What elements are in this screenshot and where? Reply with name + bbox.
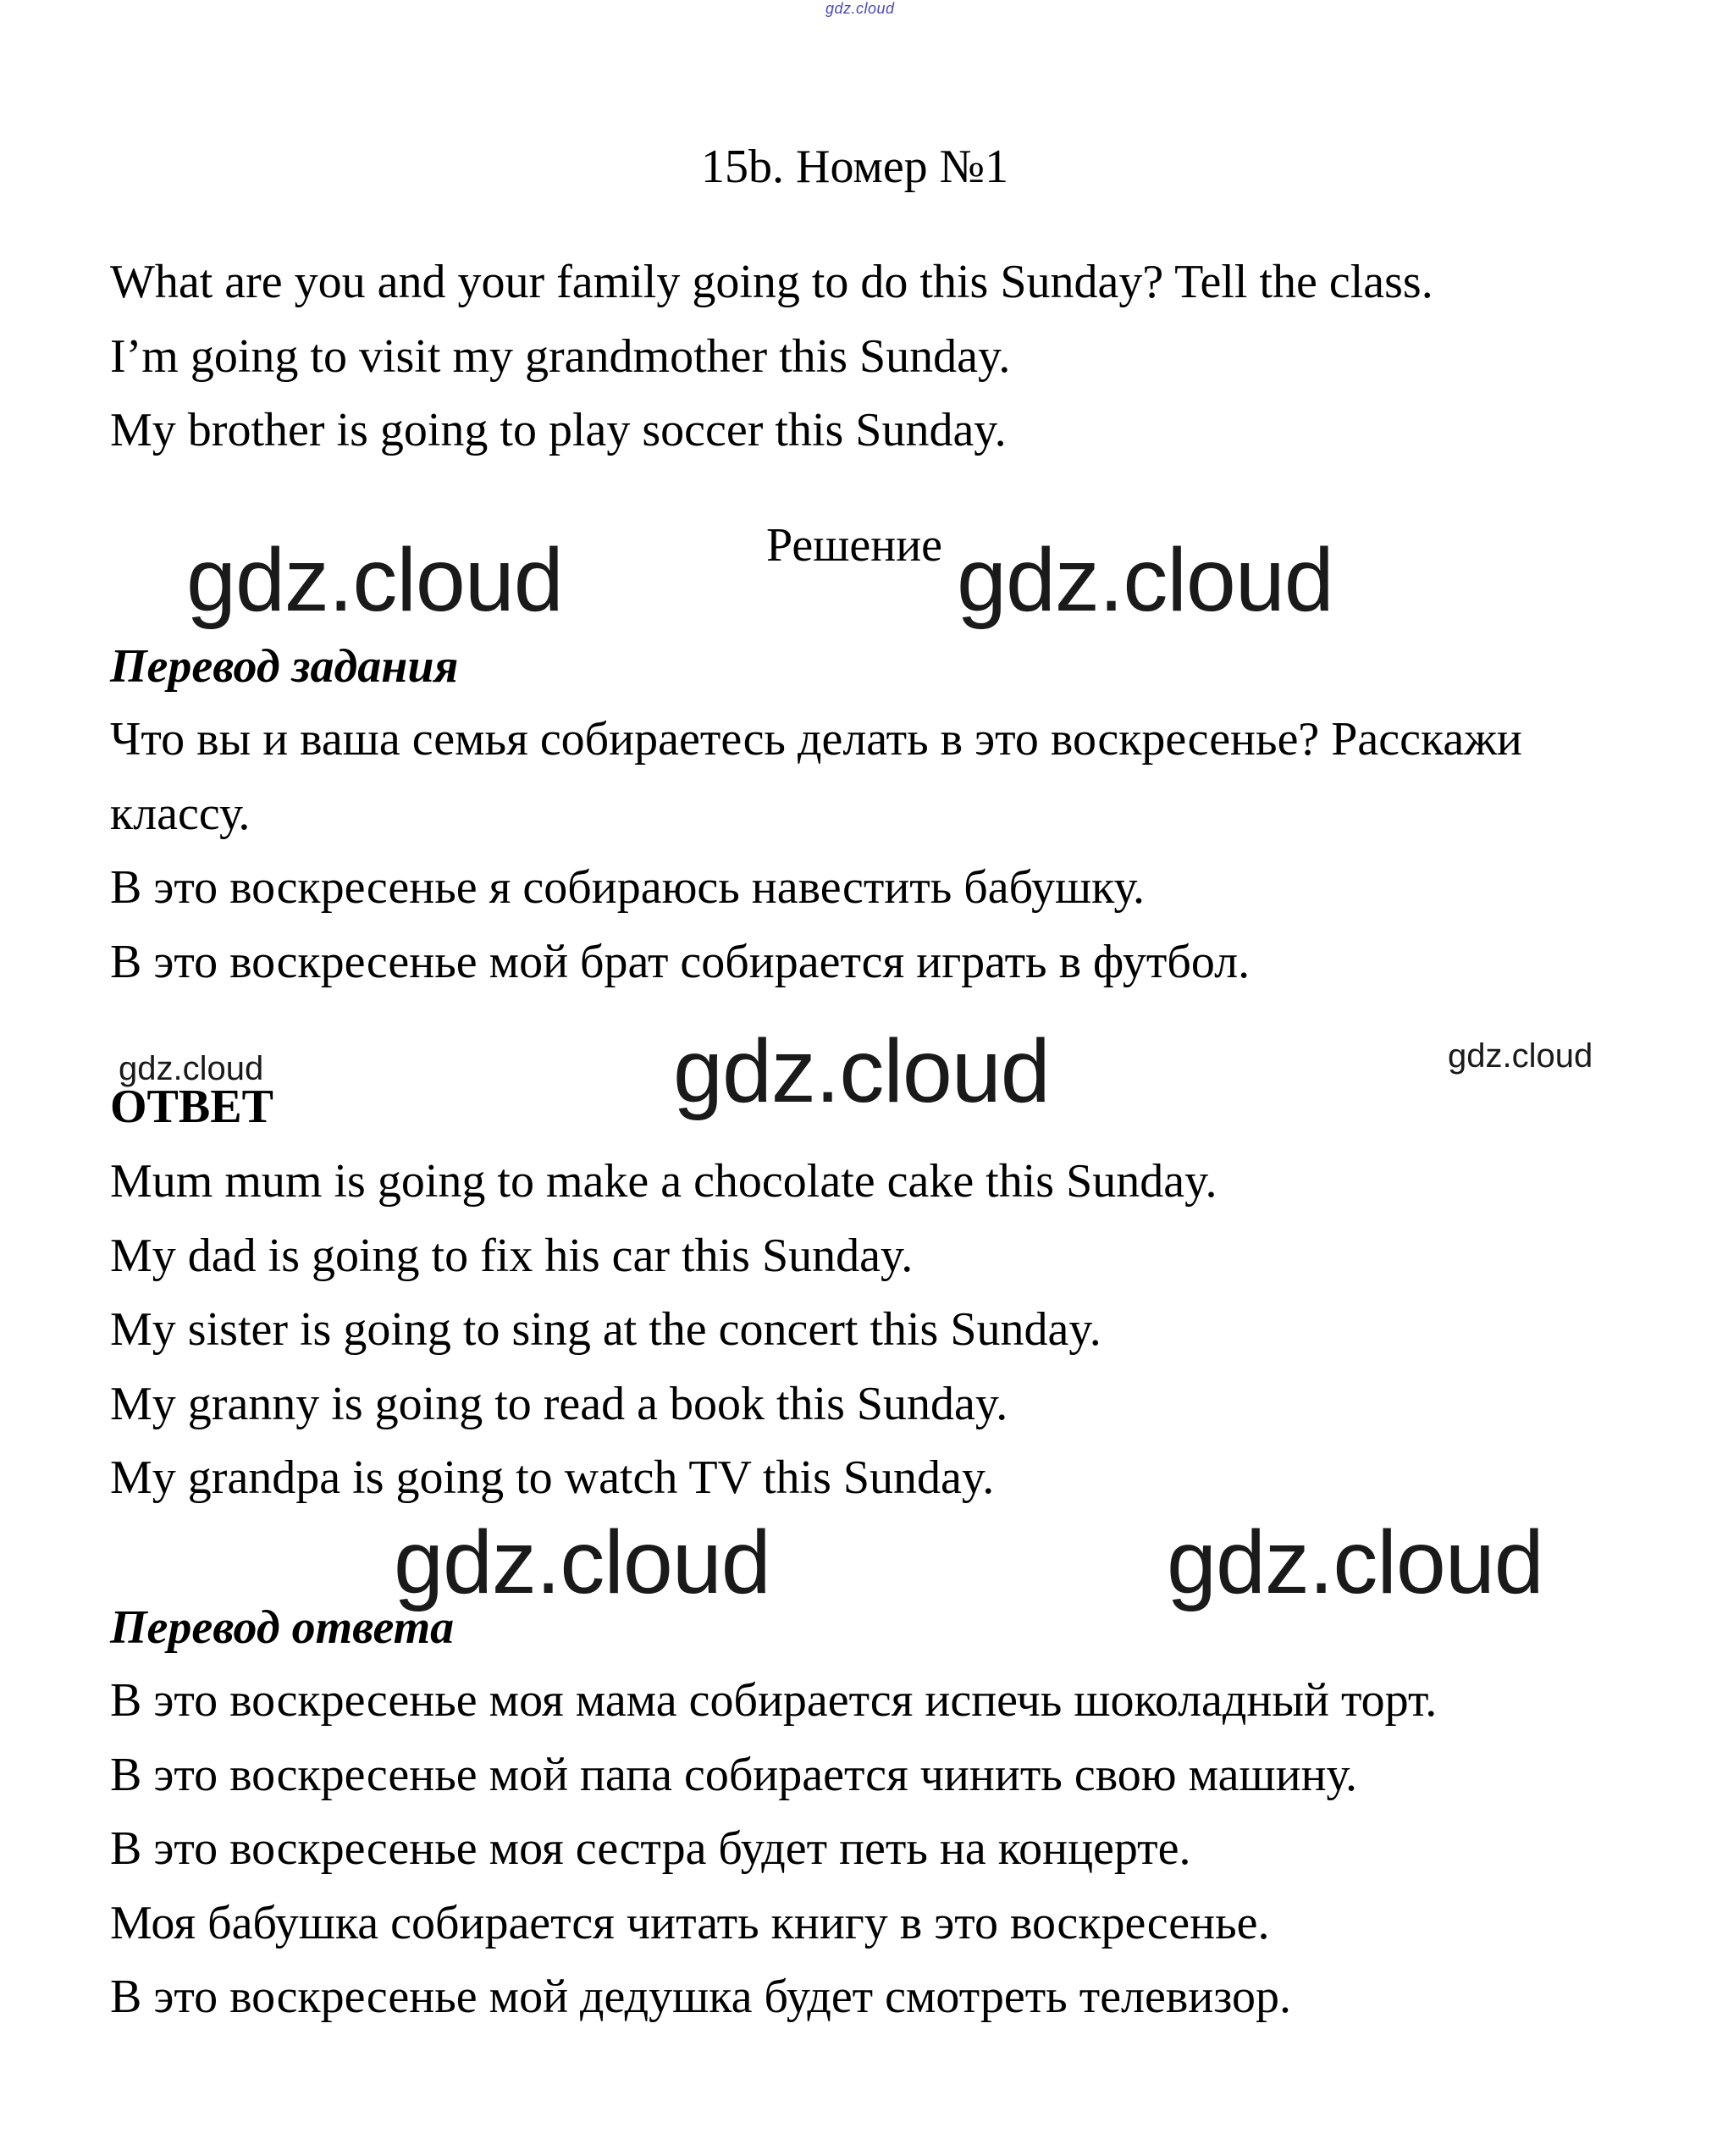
- top-site-mark: gdz.cloud: [825, 0, 895, 17]
- answer-line: My granny is going to read a book this Sunday.: [110, 1377, 1008, 1430]
- answer-heading: ОТВЕТ: [110, 1081, 273, 1133]
- answer-translation-text: [110, 1664, 1437, 2035]
- page-title: 15b. Номер №1: [701, 141, 1009, 193]
- watermark: gdz.cloud: [1167, 1512, 1543, 1612]
- answer-line: My dad is going to fix his car this Sunday.: [110, 1229, 914, 1282]
- watermark: gdz.cloud: [673, 1021, 1050, 1121]
- task-line: What are you and your family going to do this Sunday? Tell the class.: [110, 256, 1433, 308]
- translation-line: В это воскресенье я собираюсь навестить бабушку.: [110, 861, 1145, 914]
- answer-translation-heading: Перевод ответа: [110, 1601, 455, 1654]
- answer-translation-line: В это воскресенье мой дедушка будет смотреть телевизор.: [110, 1971, 1292, 2023]
- answer-translation-line: В это воскресенье моя мама собирается испечь шоколадный торт.: [110, 1674, 1438, 1727]
- watermark: gdz.cloud: [186, 530, 563, 630]
- watermark: gdz.cloud: [957, 530, 1333, 630]
- task-text: [110, 246, 1433, 468]
- solution-label: Решение: [766, 519, 943, 572]
- answer-translation-line: В это воскресенье мой папа собирается чинить свою машину.: [110, 1748, 1357, 1801]
- watermark: gdz.cloud: [119, 1050, 264, 1087]
- watermark: gdz.cloud: [394, 1512, 770, 1612]
- task-translation-heading: Перевод задания: [110, 640, 459, 693]
- answer-line: My grandpa is going to watch TV this Sunday.: [110, 1451, 995, 1504]
- watermark: gdz.cloud: [1448, 1037, 1593, 1075]
- task-line: My brother is going to play soccer this Sunday.: [110, 404, 1007, 456]
- answer-translation-line: Моя бабушка собирается читать книгу в это воскресенье.: [110, 1896, 1270, 1949]
- translation-question: Что вы и ваша семья собираетесь делать в это воскресенье? Расскажи классу.: [110, 713, 1522, 840]
- answer-translation-line: В это воскресенье моя сестра будет петь на концерте.: [110, 1822, 1191, 1875]
- answer-text: [110, 1145, 1217, 1516]
- task-line: I’m going to visit my grandmother this Sunday.: [110, 329, 1011, 383]
- task-translation-text: [110, 703, 1634, 999]
- translation-line: В это воскресенье мой брат собирается играть в футбол.: [110, 935, 1250, 988]
- answer-line: My sister is going to sing at the concert this Sunday.: [110, 1303, 1101, 1356]
- answer-line: Mum mum is going to make a chocolate cake this Sunday.: [110, 1155, 1217, 1208]
